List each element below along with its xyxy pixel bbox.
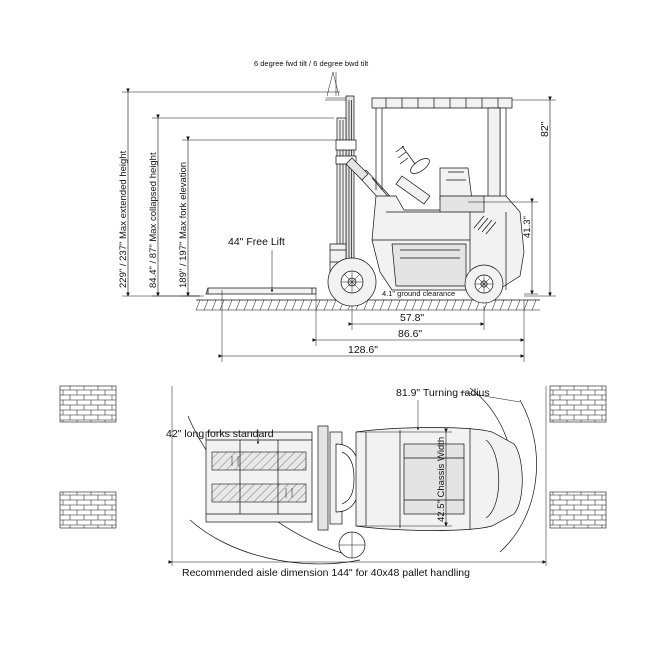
dim-max-extended-height: 229" / 237" Max extended height (118, 150, 129, 288)
truck-body (372, 98, 524, 290)
aisle-wall-left (60, 386, 116, 528)
dim-overall-length: 128.6" (348, 344, 379, 356)
aisle-wall-right (550, 386, 606, 528)
fork-length-label: 42" long forks standard (166, 428, 274, 440)
free-lift-label: 44" Free Lift (228, 236, 285, 248)
dim-length-to-forks: 86.6" (398, 328, 423, 340)
truck-top-view (339, 428, 522, 559)
dim-wheelbase: 57.8" (400, 312, 425, 324)
turning-radius-callout (396, 387, 520, 430)
mast-top-view (318, 426, 360, 530)
dim-max-collapsed-height: 84.4" / 87" Max collapsed height (148, 152, 159, 288)
forks-side (206, 288, 316, 294)
free-lift-callout (228, 236, 285, 292)
aisle-dimension-label: Recommended aisle dimension 144" for 40x48 pallet handling (182, 567, 470, 579)
dim-seat-height: 41.3" (522, 216, 533, 238)
tilt-label: 6 degree fwd tilt / 6 degree bwd tilt (254, 59, 369, 68)
rear-wheel (465, 265, 503, 303)
vertical-dimension-group (118, 92, 340, 296)
dim-overhead-guard-height: 82" (539, 121, 551, 137)
dim-max-fork-elevation: 189" / 197" Max fork elevation (178, 161, 189, 288)
ground-clearance-label: 4.1" ground clearance (382, 289, 456, 298)
chassis-width-label: 42.5" Chassis Width (436, 436, 447, 522)
turning-radius-label: 81.9" Turning radius (396, 387, 490, 399)
ground-clearance-callout (382, 289, 455, 298)
front-wheel (328, 258, 376, 306)
pallet-top-view (206, 432, 312, 522)
